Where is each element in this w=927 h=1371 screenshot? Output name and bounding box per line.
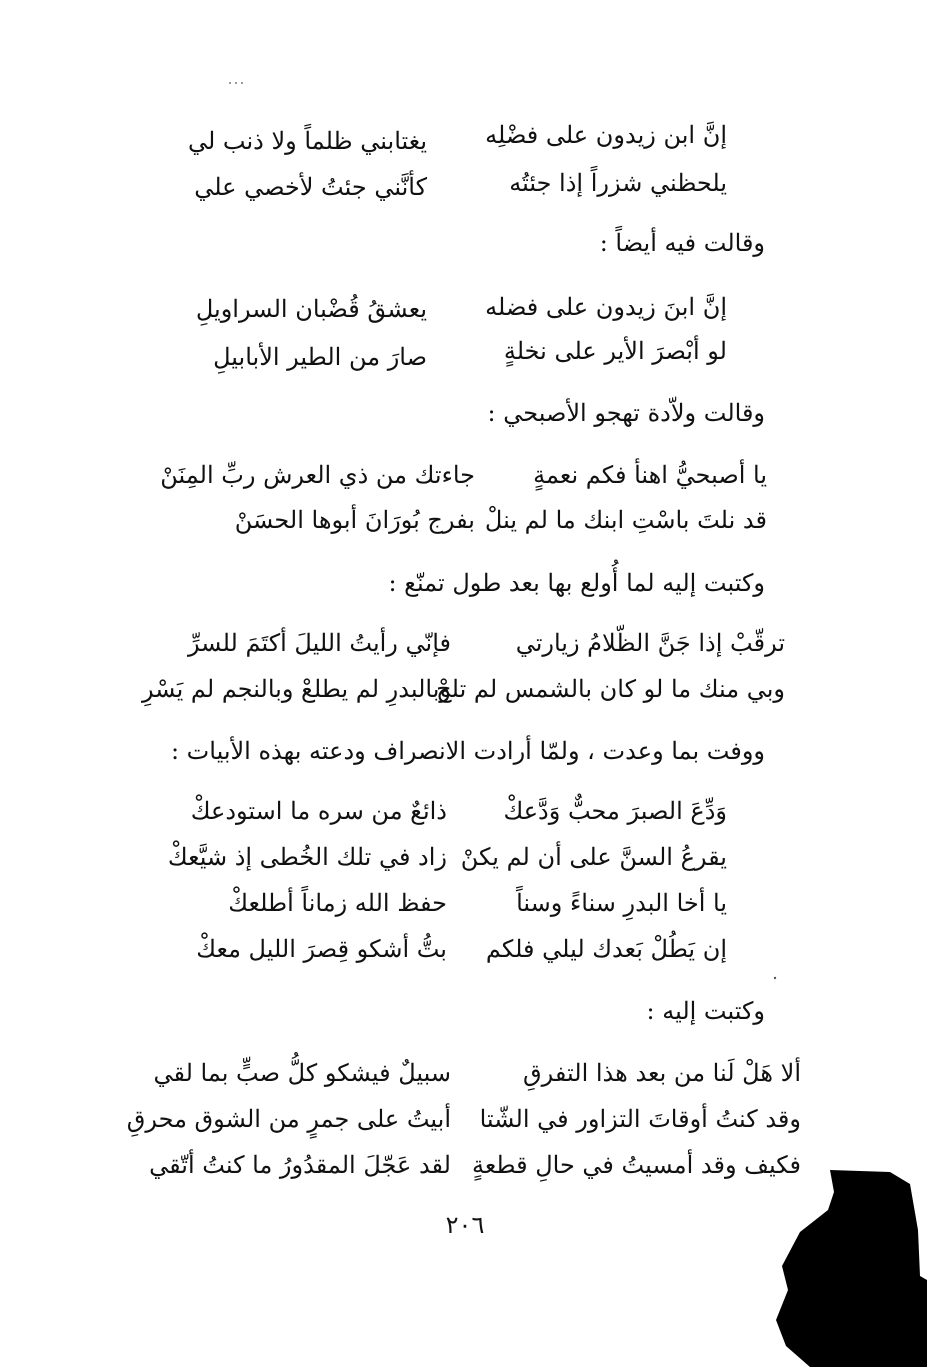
verse-2-first-hemistich: يلحظني شزراً إذا جئتُه [509, 169, 727, 197]
verse-5-first-hemistich: يا أصبحيُّ اهنأ فكم نعمةٍ [533, 461, 767, 489]
verse-13-second-hemistich: سبيلٌ فيشكو كلُّ صبٍّ بما لقي [153, 1059, 451, 1087]
intro-line-4: وكتبت إليه لما أُولع بها بعد طول تمنّع : [388, 569, 765, 597]
verse-8-first-hemistich: وبي منك ما لو كان بالشمس لم تلحْ [436, 675, 785, 703]
verse-1-first-hemistich: إنَّ ابن زيدون على فضْلِه [485, 121, 727, 149]
verse-12-first-hemistich: إن يَطُلْ بَعدك ليلي فلكم [485, 935, 727, 963]
verse-9-second-hemistich: ذائعٌ من سره ما استودعكْ [190, 797, 447, 825]
verse-3-second-hemistich: يعشقُ قُضْبان السراويلِ [195, 295, 427, 323]
verse-14-first-hemistich: وقد كنتُ أوقاتَ التزاور في الشّتا [479, 1105, 801, 1133]
intro-line-5: ووفت بما وعدت ، ولمّا أرادت الانصراف ودعته بهذه الأبيات : [170, 737, 765, 765]
verse-3-first-hemistich: إنَّ ابنَ زيدون على فضله [485, 293, 727, 321]
verse-13-first-hemistich: ألا هَلْ لَنا من بعد هذا التفرقِ [523, 1059, 801, 1087]
verse-5-second-hemistich: جاءتك من ذي العرش ربِّ المِنَنْ [160, 461, 475, 489]
verse-10-second-hemistich: زاد في تلك الخُطى إذ شيَّعكْ [167, 843, 447, 871]
verse-2-second-hemistich: كأنَّني جئتُ لأخصي علي [194, 173, 427, 201]
torn-corner [770, 1170, 927, 1367]
verse-14-second-hemistich: أبيتُ على جمرٍ من الشوق محرقِ [126, 1105, 451, 1133]
verse-1-second-hemistich: يغتابني ظلماً ولا ذنب لي [187, 127, 427, 155]
intro-line-2: وقالت فيه أيضاً : [599, 229, 765, 257]
verse-12-second-hemistich: بتُّ أشكو قِصرَ الليل معكْ [196, 935, 447, 963]
verse-11-second-hemistich: حفظ الله زماناً أطلعكْ [228, 889, 447, 917]
verse-11-first-hemistich: يا أخا البدرِ سناءً وسناً [516, 889, 727, 917]
verse-7-first-hemistich: ترقّبْ إذا جَنَّ الظّلامُ زيارتي [515, 629, 785, 657]
verse-8-second-hemistich: وبالبدرِ لم يطلعْ وبالنجم لم يَسْرِ [141, 675, 451, 703]
scan-speck [228, 70, 246, 74]
verse-6-first-hemistich: قد نلتَ باسْتِ ابنك ما لم ينلْ [484, 506, 767, 534]
intro-line-3: وقالت ولاّدة تهجو الأصبحي : [487, 399, 765, 427]
verse-15-first-hemistich: فكيف وقد أمسيتُ في حالِ قطعةٍ [471, 1151, 801, 1179]
verse-7-second-hemistich: فإنّي رأيتُ الليلَ أكتَمَ للسرِّ [187, 629, 451, 657]
verse-4-second-hemistich: صارَ من الطير الأبابيلِ [213, 343, 427, 371]
verse-9-first-hemistich: وَدِّعَ الصبرَ محبٌّ وَدَّعكْ [503, 797, 727, 825]
verse-6-second-hemistich: بفرج بُورَانَ أبوها الحسَنْ [234, 506, 475, 534]
verse-15-second-hemistich: لقد عَجّلَ المقدُورُ ما كنتُ أتّقي [149, 1151, 451, 1179]
verse-10-first-hemistich: يقرعُ السنَّ على أن لم يكنْ [460, 843, 727, 871]
page-number: ٢٠٦ [445, 1211, 485, 1239]
scan-speck-small [772, 966, 778, 972]
verse-4-first-hemistich: لو أبْصرَ الأير على نخلةٍ [503, 337, 727, 365]
intro-line-6: وكتبت إليه : [646, 997, 765, 1025]
